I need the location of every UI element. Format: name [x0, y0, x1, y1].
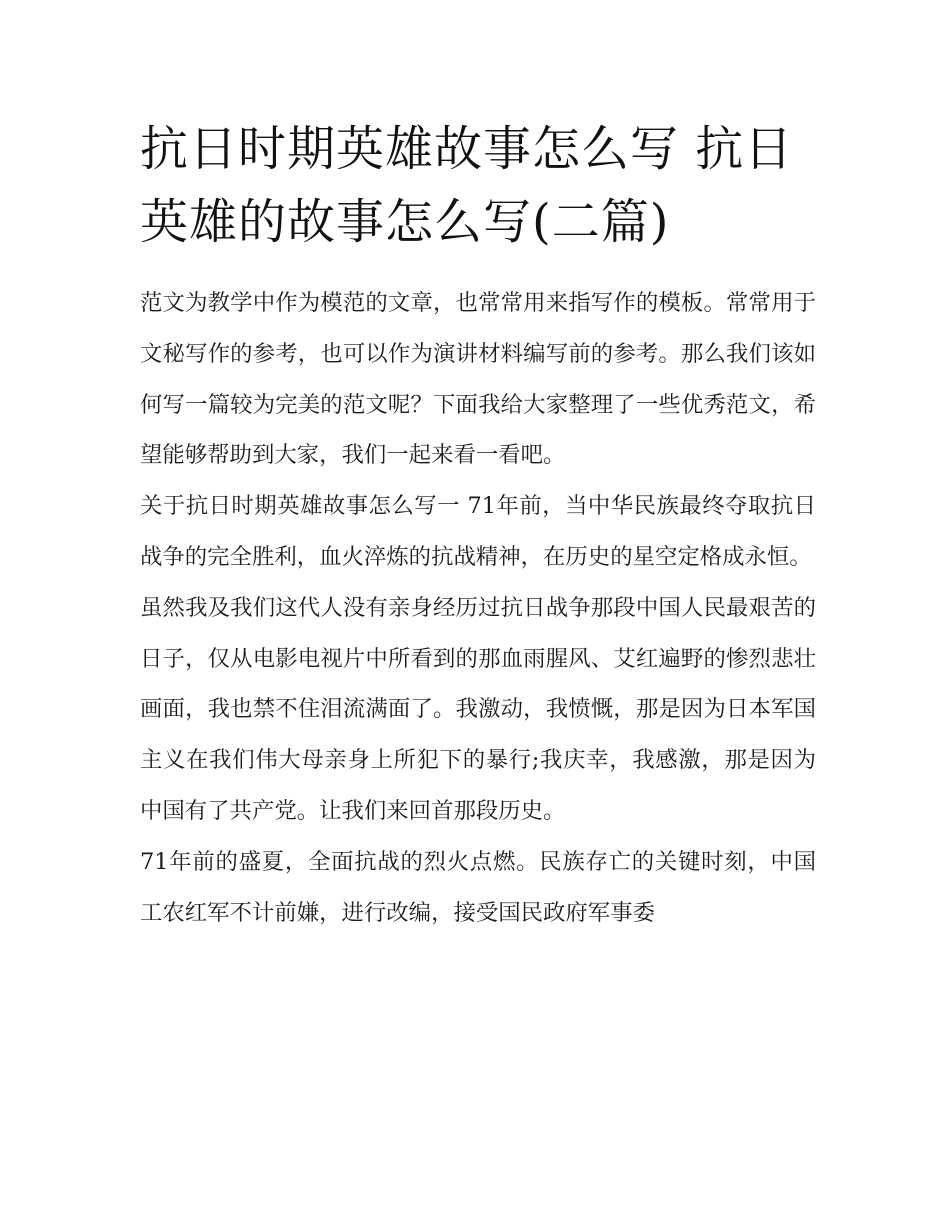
paragraph-3: 71年前的盛夏，全面抗战的烈火点燃。民族存亡的关键时刻，中国工农红军不计前嫌，进行改编，接受国民政府军事委 [140, 848, 816, 926]
document-title [140, 113, 820, 259]
paragraph-1: 关于抗日时期英雄故事怎么写一 71年前，当中华民族最终夺取抗日战争的完全胜利，血火淬炼的抗战精神，在历史的星空定格成永恒。 [140, 493, 816, 570]
document-body [140, 278, 816, 938]
title-line-2: 英雄的故事怎么写(二篇) [140, 194, 670, 250]
title-line-1: 抗日时期英雄故事怎么写 抗日 [140, 121, 794, 177]
paragraph-intro: 范文为教学中作为模范的文章，也常常用来指写作的模板。常常用于文秘写作的参考，也可以作为演讲材料编写前的参考。那么我们该如何写一篇较为完美的范文呢？下面我给大家整理了一些优秀范文，希望能够帮助到大家，我们一起来看一看吧。 [140, 290, 816, 469]
paragraph-2: 虽然我及我们这代人没有亲身经历过抗日战争那段中国人民最艰苦的日子，仅从电影电视片中所看到的那血雨腥风、艾红遍野的惨烈悲壮画面，我也禁不住泪流满面了。我激动，我愤慨，那是因为日本军国主义在我们伟大母亲身上所犯下的暴行;我庆幸，我感激，那是因为中国有了共产党。让我们来回首那段历史。 [140, 594, 816, 824]
